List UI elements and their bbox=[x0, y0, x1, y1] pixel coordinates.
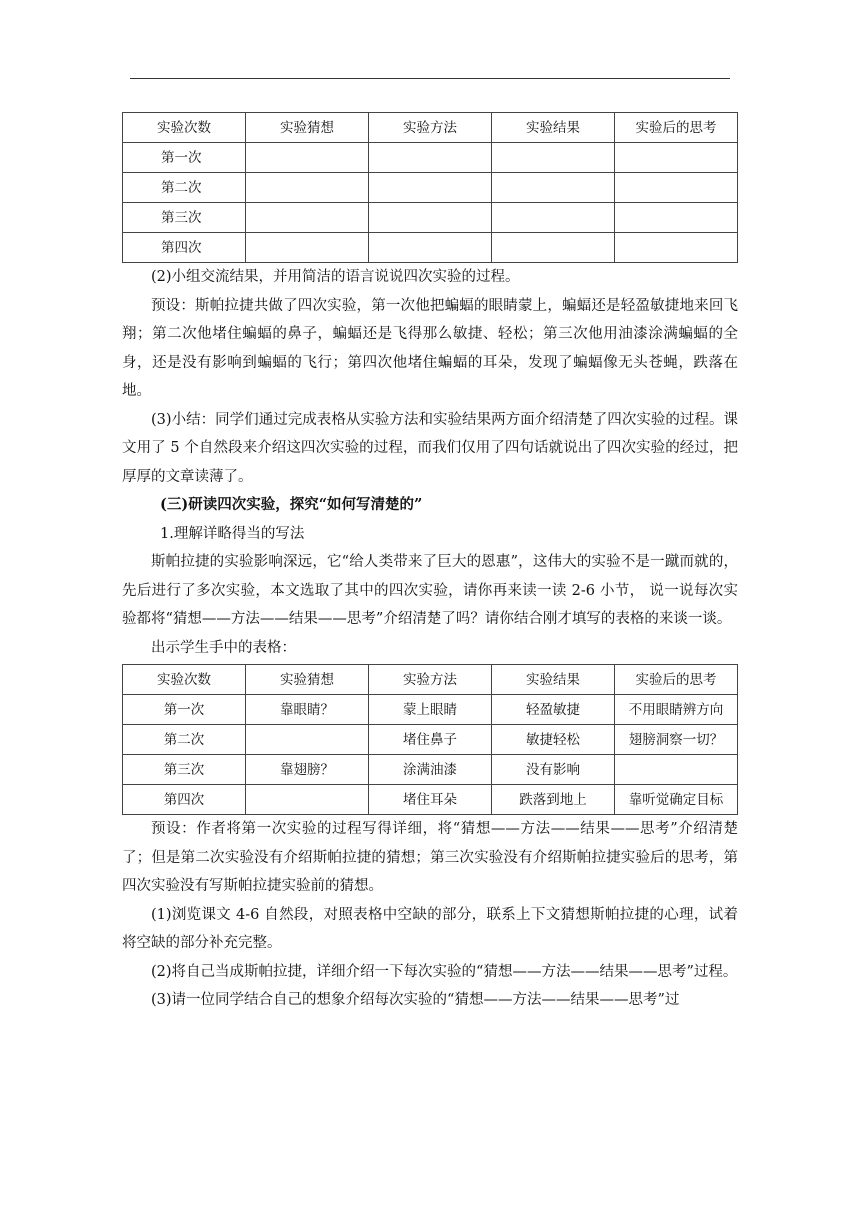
table-header-cell: 实验后的思考 bbox=[615, 665, 738, 695]
table-cell: 蒙上眼睛 bbox=[369, 695, 492, 725]
table-cell bbox=[369, 143, 492, 173]
table-cell bbox=[615, 143, 738, 173]
table-cell bbox=[369, 203, 492, 233]
table-header-cell: 实验猜想 bbox=[246, 113, 369, 143]
table-cell bbox=[246, 785, 369, 815]
paragraph: 出示学生手中的表格： bbox=[151, 639, 296, 656]
table-row bbox=[123, 173, 738, 203]
paragraph: (2)将自己当成斯帕拉捷，详细介绍一下每次实验的“猜想——方法——结果——思考”过程。 bbox=[151, 963, 738, 980]
table-cell: 靠听觉确定目标 bbox=[615, 785, 738, 815]
table-cell bbox=[246, 725, 369, 755]
table-row bbox=[123, 725, 738, 755]
paragraph: (3)请一位同学结合自己的想象介绍每次实验的“猜想——方法——结果——思考”过 bbox=[151, 992, 680, 1008]
table-cell bbox=[615, 755, 738, 785]
table-row bbox=[123, 233, 738, 263]
table-header-cell: 实验结果 bbox=[492, 113, 615, 143]
table-cell bbox=[369, 173, 492, 203]
table-header-cell: 实验后的思考 bbox=[615, 113, 738, 143]
table-cell bbox=[369, 233, 492, 263]
table-cell: 第三次 bbox=[123, 203, 246, 233]
paragraph: 预设：作者将第一次实验的过程写得详细，将“猜想——方法——结果——思考”介绍清楚了；但是第二次实验没有介绍斯帕拉捷的猜想；第三次实验没有介绍斯帕拉捷实验后的思考，第四次实验没有写斯帕拉捷实验前的猜想。 bbox=[122, 821, 738, 894]
table-cell: 不用眼睛辨方向 bbox=[615, 695, 738, 725]
subheading: 1.理解详略得当的写法 bbox=[160, 525, 305, 542]
table-header-cell: 实验猜想 bbox=[246, 665, 369, 695]
table-cell: 靠眼睛？ bbox=[246, 695, 369, 725]
document-body bbox=[122, 112, 738, 1015]
table-header-row bbox=[123, 113, 738, 143]
table-header-row bbox=[123, 665, 738, 695]
table-cell bbox=[492, 173, 615, 203]
paragraph: (2)小组交流结果，并用简洁的语言说说四次实验的过程。 bbox=[151, 269, 520, 285]
table-row bbox=[123, 695, 738, 725]
paragraph: (3)小结：同学们通过完成表格从实验方法和实验结果两方面介绍清楚了四次实验的过程。课文用了 5 个自然段来介绍这四次实验的过程，而我们仅用了四句话就说出了四次实验的经过，把厚厚的文章读薄了。 bbox=[122, 411, 738, 485]
paragraph: 预设：斯帕拉捷共做了四次实验，第一次他把蝙蝠的眼睛蒙上，蝙蝠还是轻盈敏捷地来回飞翔；第二次他堵住蝙蝠的鼻子，蝙蝠还是飞得那么敏捷、轻松；第三次他用油漆涂满蝙蝠的全身，还是没有影响到蝙蝠的飞行；第四次他堵住蝙蝠的耳朵，发现了蝙蝠像无头苍蝇，跌落在地。 bbox=[122, 297, 738, 399]
table-cell bbox=[615, 233, 738, 263]
table-row bbox=[123, 203, 738, 233]
table-cell: 第一次 bbox=[123, 695, 246, 725]
table-header-cell: 实验结果 bbox=[492, 665, 615, 695]
table-cell bbox=[246, 143, 369, 173]
paragraph: 斯帕拉捷的实验影响深远，它“给人类带来了巨大的恩惠”，这伟大的实验不是一蹴而就的，先后进行了多次实验，本文选取了其中的四次实验，请你再来读一读 2-6 小节， 说一说每次实验都将“猜想——方法——结果——思考”介绍清楚了吗？请你结合刚才填写的表格的来谈一谈。 bbox=[122, 554, 738, 627]
table-row bbox=[123, 143, 738, 173]
table-cell: 没有影响 bbox=[492, 755, 615, 785]
experiment-table-blank bbox=[122, 112, 738, 263]
table-cell: 第三次 bbox=[123, 755, 246, 785]
table-cell: 堵住耳朵 bbox=[369, 785, 492, 815]
table-cell: 靠翅膀？ bbox=[246, 755, 369, 785]
table-header-cell: 实验方法 bbox=[369, 665, 492, 695]
table-cell: 第四次 bbox=[123, 785, 246, 815]
table-header-cell: 实验次数 bbox=[123, 113, 246, 143]
table-cell bbox=[492, 233, 615, 263]
table-row bbox=[123, 755, 738, 785]
table-cell bbox=[492, 203, 615, 233]
table-cell: 第一次 bbox=[123, 143, 246, 173]
table-cell bbox=[615, 203, 738, 233]
section-heading: (三)研读四次实验，探究“如何写清楚的” bbox=[160, 496, 423, 513]
header-rule bbox=[130, 78, 730, 79]
table-cell bbox=[246, 203, 369, 233]
table-cell: 第二次 bbox=[123, 173, 246, 203]
table-cell: 涂满油漆 bbox=[369, 755, 492, 785]
table-cell: 第二次 bbox=[123, 725, 246, 755]
table-cell: 跌落到地上 bbox=[492, 785, 615, 815]
table-cell: 敏捷轻松 bbox=[492, 725, 615, 755]
table-header-cell: 实验次数 bbox=[123, 665, 246, 695]
experiment-table-filled bbox=[122, 664, 738, 815]
table-cell bbox=[492, 143, 615, 173]
table-cell: 轻盈敏捷 bbox=[492, 695, 615, 725]
table-cell bbox=[615, 173, 738, 203]
table-row bbox=[123, 785, 738, 815]
table-header-cell: 实验方法 bbox=[369, 113, 492, 143]
table-cell: 翅膀洞察一切？ bbox=[615, 725, 738, 755]
table-cell bbox=[246, 173, 369, 203]
table-cell: 堵住鼻子 bbox=[369, 725, 492, 755]
table-cell bbox=[246, 233, 369, 263]
table-cell: 第四次 bbox=[123, 233, 246, 263]
paragraph: (1)浏览课文 4-6 自然段，对照表格中空缺的部分，联系上下文猜想斯帕拉捷的心理，试着将空缺的部分补充完整。 bbox=[122, 906, 738, 951]
